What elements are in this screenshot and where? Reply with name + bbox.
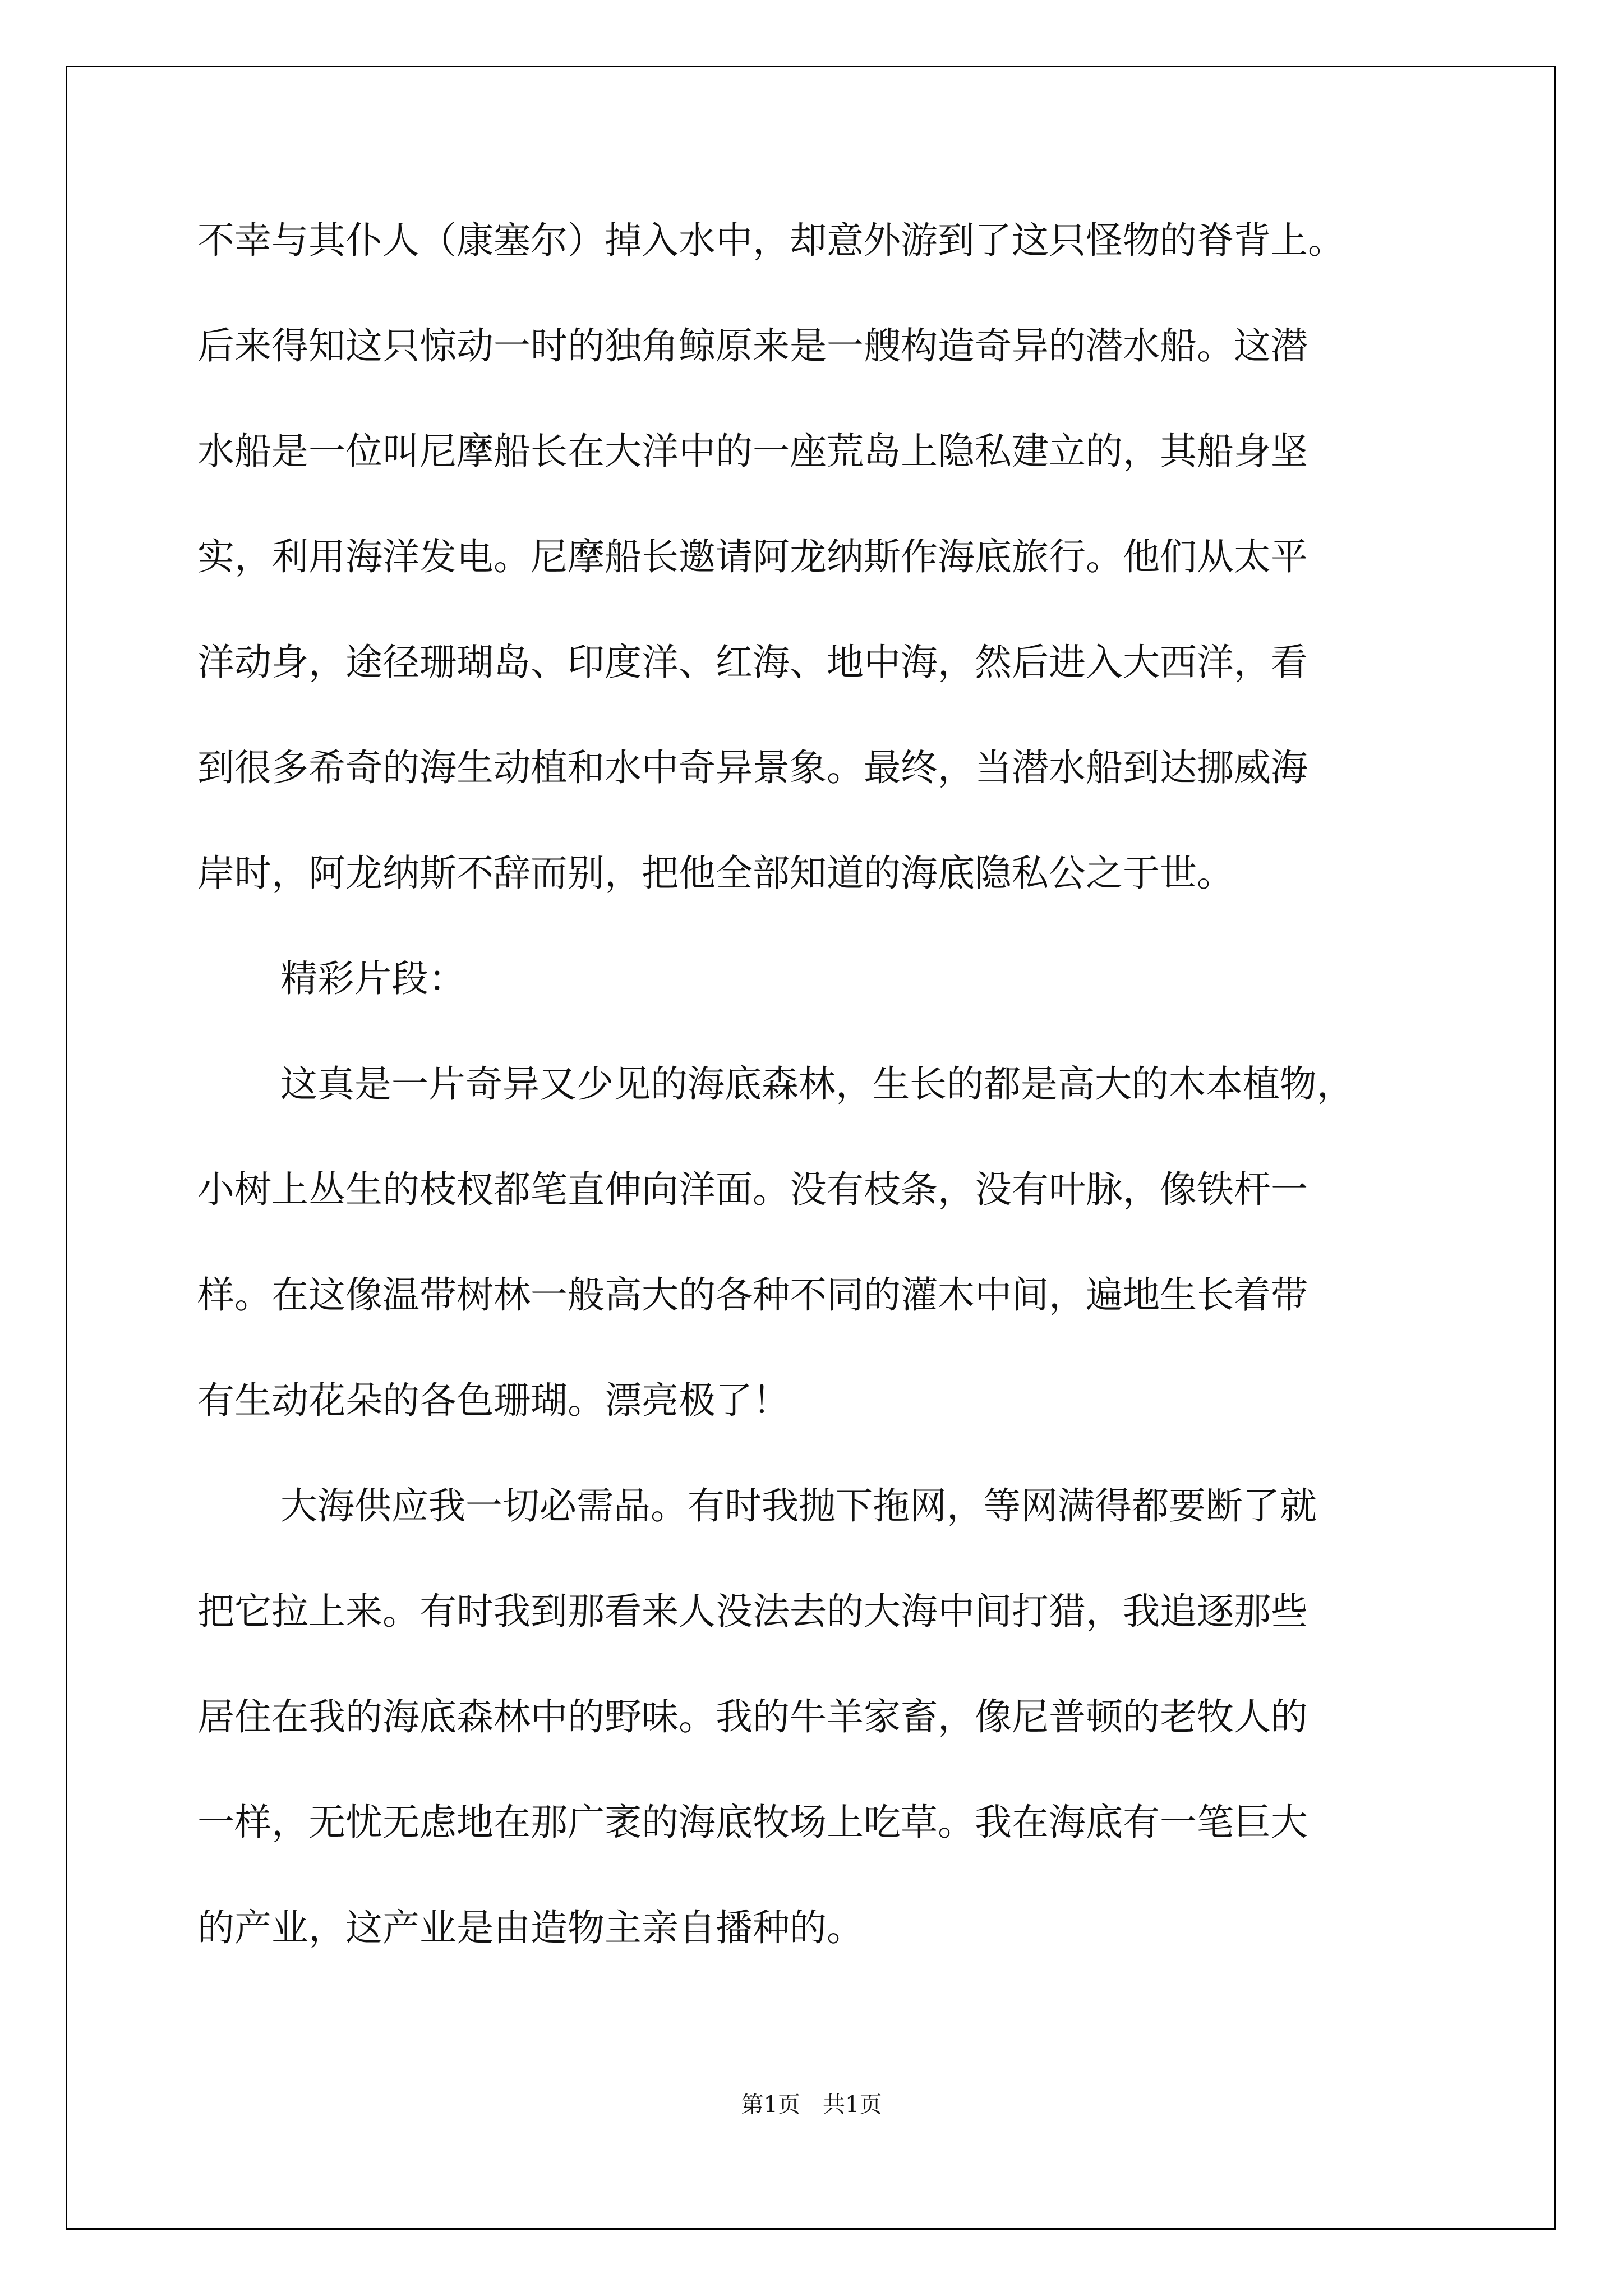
text-line-10: 小树上丛生的枝杈都笔直伸向洋面。没有枝条，没有叶脉，像铁杆一 xyxy=(197,1168,1308,1211)
text-line-5: 洋动身，途径珊瑚岛、印度洋、红海、地中海，然后进入大西洋，看 xyxy=(197,641,1308,684)
text-line-9: 这真是一片奇异又少见的海底森林，生长的都是高大的木本植物， xyxy=(280,1062,1354,1106)
page-total: 共1页 xyxy=(823,2092,882,2118)
page-footer xyxy=(0,2087,1623,2119)
page-number: 第1页 xyxy=(741,2092,800,2118)
text-line-1: 不幸与其仆人（康塞尔）掉入水中，却意外游到了这只怪物的脊背上。 xyxy=(197,219,1345,262)
text-line-15: 居住在我的海底森林中的野味。我的牛羊家畜，像尼普顿的老牧人的 xyxy=(197,1695,1308,1738)
text-line-4: 实，利用海洋发电。尼摩船长邀请阿龙纳斯作海底旅行。他们从太平 xyxy=(197,535,1308,578)
text-line-12: 有生动花朵的各色珊瑚。漂亮极了！ xyxy=(197,1379,790,1422)
text-line-13: 大海供应我一切必需品。有时我抛下拖网，等网满得都要断了就 xyxy=(280,1484,1317,1527)
text-line-3: 水船是一位叫尼摩船长在大洋中的一座荒岛上隐私建立的，其船身坚 xyxy=(197,430,1308,473)
text-line-2: 后来得知这只惊动一时的独角鲸原来是一艘构造奇异的潜水船。这潜 xyxy=(197,324,1308,367)
section-heading-highlights: 精彩片段： xyxy=(280,957,465,1000)
text-line-7: 岸时，阿龙纳斯不辞而别，把他全部知道的海底隐私公之于世。 xyxy=(197,852,1234,895)
text-line-6: 到很多希奇的海生动植和水中奇异景象。最终，当潜水船到达挪威海 xyxy=(197,746,1308,789)
text-line-17: 的产业，这产业是由造物主亲自播种的。 xyxy=(197,1906,864,1949)
text-line-14: 把它拉上来。有时我到那看来人没法去的大海中间打猎，我追逐那些 xyxy=(197,1590,1308,1633)
text-line-16: 一样，无忧无虑地在那广袤的海底牧场上吃草。我在海底有一笔巨大 xyxy=(197,1801,1308,1844)
document-body xyxy=(197,210,1426,2003)
text-line-11: 样。在这像温带树林一般高大的各种不同的灌木中间，遍地生长着带 xyxy=(197,1273,1308,1317)
